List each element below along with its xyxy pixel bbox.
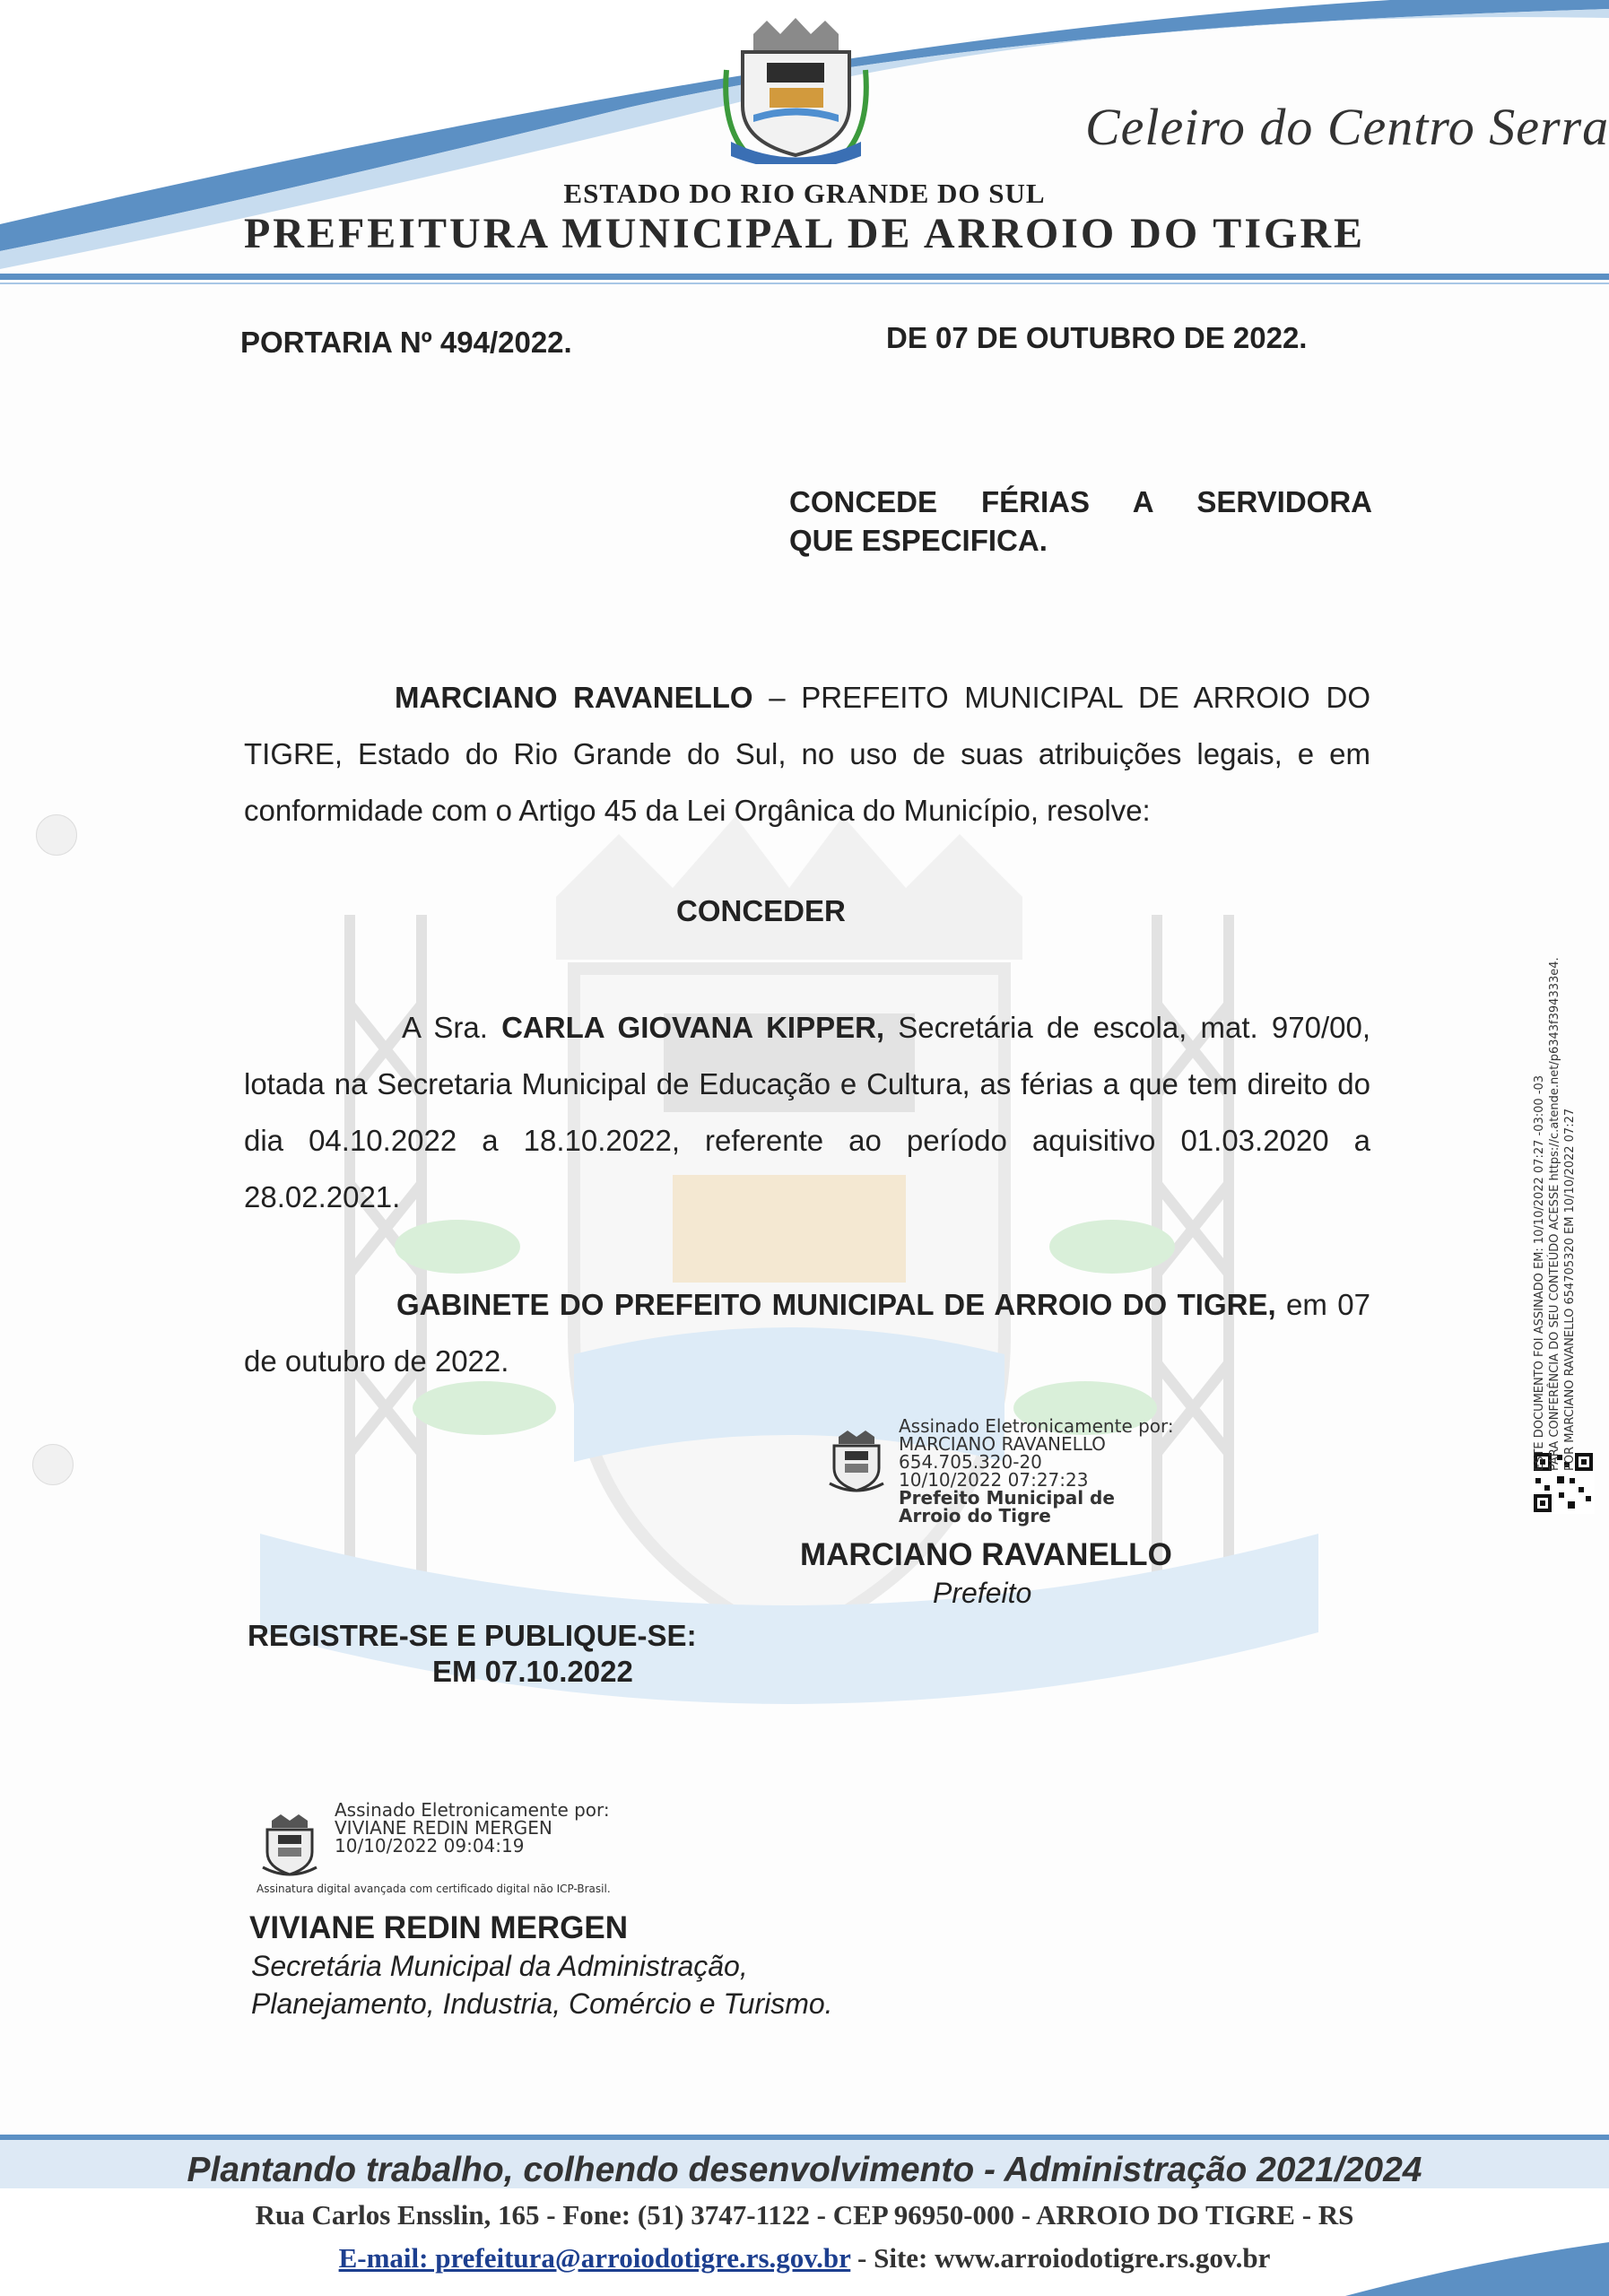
stamp-document-id: 654.705.320-20 xyxy=(899,1451,1042,1473)
ordinance-date: DE 07 DE OUTUBRO DE 2022. xyxy=(886,321,1308,354)
ordinance-summary-line1: CONCEDE FÉRIAS A SERVIDORA xyxy=(789,485,1372,518)
header-divider-thin xyxy=(0,283,1609,284)
ordinance-summary-line2: QUE ESPECIFICA. xyxy=(789,524,1048,557)
punch-hole xyxy=(36,814,77,856)
grant-prefix: A Sra. xyxy=(402,1011,502,1044)
stamp-datetime: 10/10/2022 07:27:23 xyxy=(899,1469,1089,1491)
municipal-crest-icon xyxy=(718,16,874,164)
secretary-role-line2: Planejamento, Industria, Comércio e Turismo. xyxy=(251,1987,833,2020)
signature-crest-icon xyxy=(825,1428,888,1494)
closing-paragraph xyxy=(244,1276,1370,1389)
stamp-role-line2: Arroio do Tigre xyxy=(899,1505,1051,1526)
header-divider xyxy=(0,274,1609,280)
intro-text: – PREFEITO MUNICIPAL DE ARROIO DO TIGRE, Estado do Rio Grande do Sul, no uso de suas atribuições legais, e em conformidade com o Artigo 45 da Lei Orgânica do Município, resolve: xyxy=(244,681,1370,827)
action-heading: CONCEDER xyxy=(676,894,846,927)
secretary-signer-name: VIVIANE REDIN MERGEN xyxy=(249,1910,628,1945)
grant-paragraph xyxy=(244,999,1370,1225)
registration-line1: REGISTRE-SE E PUBLIQUE-SE: xyxy=(248,1619,697,1652)
stamp-title: Assinado Eletronicamente por: xyxy=(899,1415,1174,1437)
verification-text xyxy=(1532,957,1578,1471)
footer-motto: Plantando trabalho, colhendo desenvolvimento - Administração 2021/2024 xyxy=(187,2151,1422,2189)
footer-contact xyxy=(0,2242,1609,2274)
closing-date: em 07 de outubro de 2022. xyxy=(244,1288,1370,1378)
stamp-role-line1: Prefeito Municipal de xyxy=(899,1487,1115,1509)
registration-line2: EM 07.10.2022 xyxy=(432,1655,633,1688)
secretary-signature-stamp xyxy=(335,1801,610,1855)
stamp-signer: MARCIANO RAVANELLO xyxy=(899,1433,1106,1455)
intro-paragraph xyxy=(244,669,1370,839)
footer-site: - Site: www.arroiodotigre.rs.gov.br xyxy=(850,2242,1271,2274)
verification-line1: ESTE DOCUMENTO FOI ASSINADO EM: 10/10/2022 07:27 -03:00 -03 xyxy=(1533,1074,1546,1471)
stamp-signer: VIVIANE REDIN MERGEN xyxy=(335,1817,552,1839)
municipality-title: PREFEITURA MUNICIPAL DE ARROIO DO TIGRE xyxy=(243,210,1366,257)
stamp-title: Assinado Eletronicamente por: xyxy=(335,1799,610,1821)
ordinance-number: PORTARIA Nº 494/2022. xyxy=(240,326,572,359)
mayor-signer-name: MARCIANO RAVANELLO xyxy=(800,1537,1172,1572)
punch-hole xyxy=(32,1444,74,1485)
state-name: ESTADO DO RIO GRANDE DO SUL xyxy=(563,178,1046,209)
stamp-certificate-note: Assinatura digital avançada com certificado digital não ICP-Brasil. xyxy=(257,1883,611,1895)
closing-office: GABINETE DO PREFEITO MUNICIPAL DE ARROIO DO TIGRE, xyxy=(396,1288,1276,1321)
grant-text: Secretária de escola, mat. 970/00, lotada na Secretaria Municipal de Educação e Cultura, as férias a que tem direito do dia 04.10.2022 a 18.10.2022, referente ao período aquisitivo 01.03.2020 a 28.02.2021. xyxy=(244,1011,1370,1213)
mayor-signature-stamp xyxy=(899,1417,1174,1525)
municipal-slogan: Celeiro do Centro Serra xyxy=(1085,98,1609,156)
signature-crest-icon xyxy=(258,1812,321,1878)
verification-line3: POR MARCIANO RAVANELLO 654705320 EM 10/10/2022 07:27 xyxy=(1563,1108,1577,1471)
stamp-datetime: 10/10/2022 09:04:19 xyxy=(335,1835,525,1857)
footer-address: Rua Carlos Ensslin, 165 - Fone: (51) 3747-1122 - CEP 96950-000 - ARROIO DO TIGRE - RS xyxy=(255,2199,1354,2231)
mayor-name-inline: MARCIANO RAVANELLO xyxy=(395,681,753,714)
secretary-role-line1: Secretária Municipal da Administração, xyxy=(251,1950,748,1982)
mayor-signer-role: Prefeito xyxy=(933,1577,1032,1609)
verification-line2: PARA CONFERÊNCIA DO SEU CONTEÚDO ACESSE https://c.atende.net/p6343f394333e4. xyxy=(1548,957,1561,1471)
employee-name: CARLA GIOVANA KIPPER, xyxy=(501,1011,885,1044)
footer-email-link[interactable]: E-mail: prefeitura@arroiodotigre.rs.gov.br xyxy=(338,2242,851,2274)
